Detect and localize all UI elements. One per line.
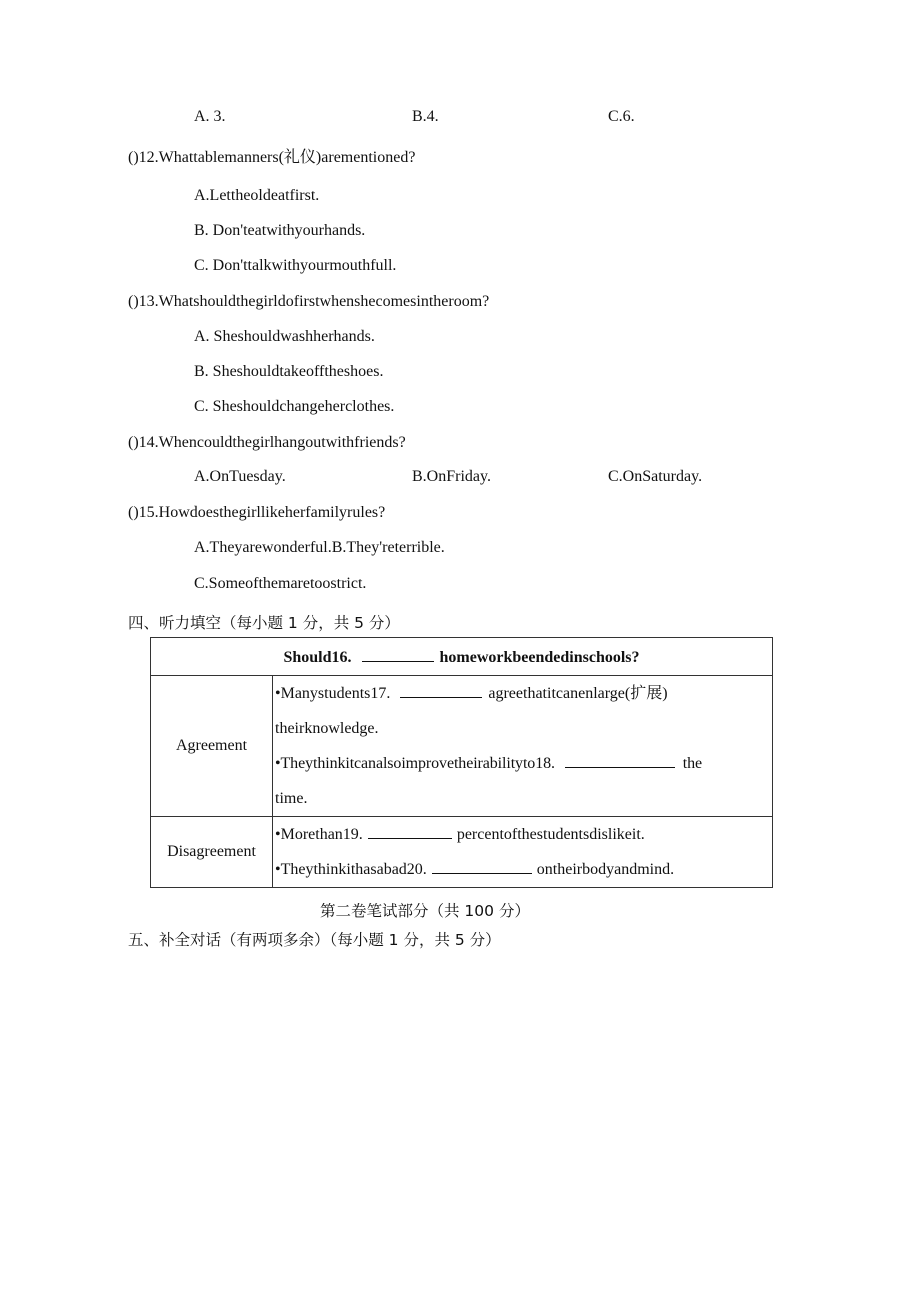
question-14-stem: ()14.Whencouldthegirlhangoutwithfriends? — [128, 434, 406, 451]
agreement-cell — [273, 676, 773, 817]
agreement-line-3-post: the — [682, 755, 702, 772]
question-14-option-c: C.OnSaturday. — [608, 468, 703, 485]
question-13-option-c: C. Sheshouldchangeherclothes. — [194, 398, 395, 415]
table-header-pre: Should16. — [283, 648, 352, 666]
disagreement-line-2 — [273, 852, 772, 887]
q11-option-b: B.4. — [412, 108, 439, 125]
question-14-option-b: B.OnFriday. — [412, 468, 491, 485]
agreement-line-1 — [273, 676, 772, 711]
blank-19 — [368, 824, 452, 839]
disagreement-line-2-post: ontheirbodyandmind. — [536, 861, 675, 878]
agreement-line-1-pre: •Manystudents17. — [275, 685, 391, 702]
question-13-option-a: A. Sheshouldwashherhands. — [194, 328, 375, 345]
question-15-stem: ()15.Howdoesthegirllikeherfamilyrules? — [128, 504, 386, 521]
table-header-post: homeworkbeendedinschools? — [439, 648, 640, 666]
question-14-option-a: A.OnTuesday. — [194, 468, 286, 485]
disagreement-line-1-post: percentofthestudentsdislikeit. — [456, 826, 645, 843]
question-12-option-a: A.Lettheoldeatfirst. — [194, 187, 320, 204]
disagreement-line-1-pre: •Morethan19. — [275, 826, 363, 843]
agreement-label: Agreement — [151, 676, 273, 817]
table-header — [151, 638, 773, 676]
question-12-stem: ()12.Whattablemanners(礼仪)arementioned? — [128, 149, 416, 166]
agreement-line-4: time. — [275, 790, 308, 807]
question-12-option-b: B. Don'teatwithyourhands. — [194, 222, 366, 239]
q11-option-c: C.6. — [608, 108, 635, 125]
blank-16 — [362, 647, 434, 662]
disagreement-line-2-pre: •Theythinkithasabad20. — [275, 861, 427, 878]
agreement-line-3-pre: •Theythinkitcanalsoimprovetheirabilityto18. — [275, 755, 555, 772]
section-4-title: 四、听力填空（每小题 1 分，共 5 分） — [128, 614, 400, 632]
part-2-title: 第二卷笔试部分（共 100 分） — [320, 902, 530, 920]
question-12-option-c: C. Don'ttalkwithyourmouthfull. — [194, 257, 397, 274]
blank-18 — [565, 753, 675, 768]
question-13-stem: ()13.Whatshouldthegirldofirstwhenshecomesintheroom? — [128, 293, 490, 310]
question-13-option-b: B. Sheshouldtakeofftheshoes. — [194, 363, 384, 380]
disagreement-label: Disagreement — [151, 817, 273, 888]
agreement-line-2: theirknowledge. — [275, 720, 379, 737]
q11-option-a: A. 3. — [194, 108, 226, 125]
agreement-line-3 — [273, 746, 772, 781]
disagreement-cell — [273, 817, 773, 888]
blank-20 — [432, 859, 532, 874]
disagreement-line-1 — [273, 817, 772, 852]
section-5-title: 五、补全对话（有两项多余）（每小题 1 分，共 5 分） — [128, 931, 501, 949]
question-15-option-ab: A.Theyarewonderful.B.They'reterrible. — [194, 539, 445, 556]
question-15-option-c: C.Someofthemaretoostrict. — [194, 575, 367, 592]
listening-fill-table — [150, 637, 773, 888]
agreement-line-1-post: agreethatitcanenlarge(扩展) — [488, 685, 668, 702]
blank-17 — [400, 683, 482, 698]
